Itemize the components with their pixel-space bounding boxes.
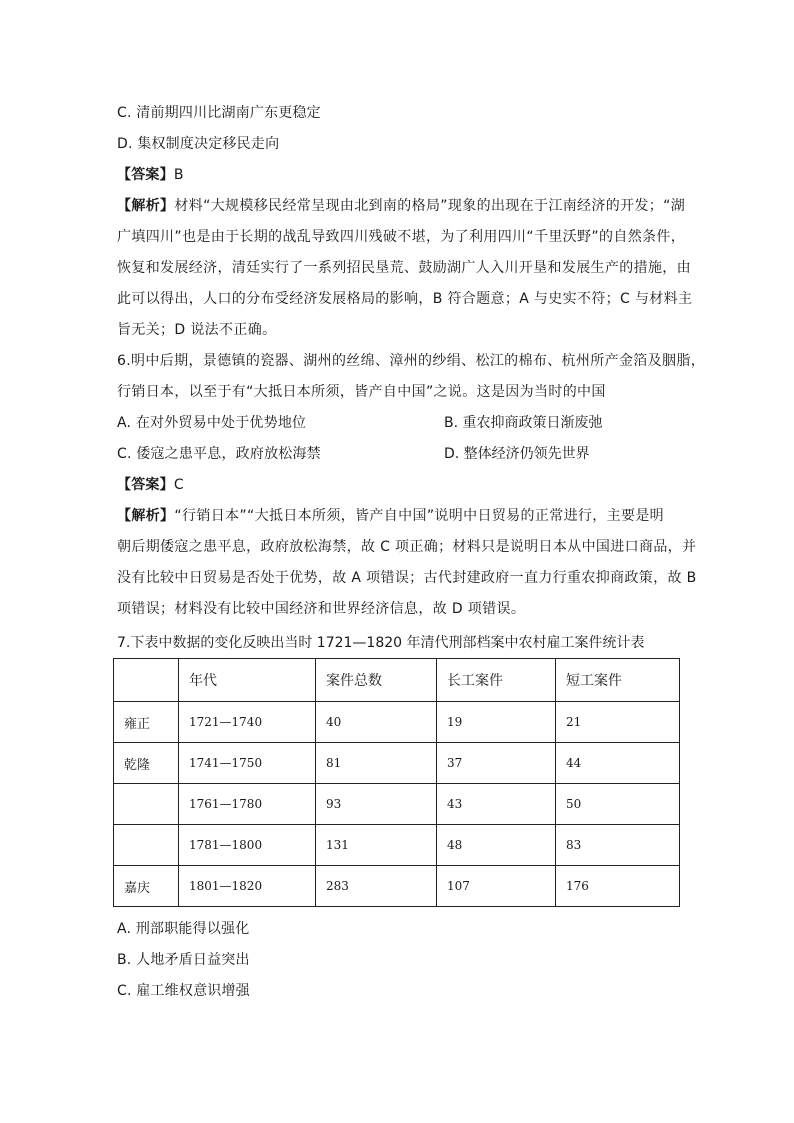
analysis-text: “行销日本”“大抵日本所须，皆产自中国”说明中日贸易的正常进行，主要是明 xyxy=(174,508,665,524)
table-cell: 雍正 xyxy=(114,702,179,743)
q6-analysis-line-3: 没有比较中日贸易是否处于优势，故 A 项错误；古代封建政府一直力行重农抑商政策，故 B xyxy=(117,570,697,586)
table-header-cell: 案件总数 xyxy=(316,659,437,702)
table-header-cell: 短工案件 xyxy=(556,659,680,702)
answer-label: 【答案】 xyxy=(117,167,174,183)
table-header-row xyxy=(114,659,680,702)
table-header-cell: 长工案件 xyxy=(437,659,556,702)
table-cell: 93 xyxy=(316,784,437,825)
table-cell: 1781—1800 xyxy=(179,825,316,866)
analysis-label: 【解析】 xyxy=(117,198,175,214)
table-row xyxy=(114,866,680,907)
table-cell: 1741—1750 xyxy=(179,743,316,784)
answer-value: C xyxy=(173,477,184,493)
q6-stem-line-1: 6.明中后期，景德镇的瓷器、湖州的丝绵、漳州的纱绢、松江的棉布、杭州所产金箔及胭脂， xyxy=(117,353,706,369)
table-cell: 131 xyxy=(316,825,437,866)
table-header-cell: 年代 xyxy=(179,659,316,702)
prev-option-c: C. 清前期四川比湖南广东更稳定 xyxy=(117,105,321,121)
table-row xyxy=(114,784,680,825)
table-cell xyxy=(114,825,179,866)
prev-analysis-line-2: 广填四川”也是由于长期的战乱导致四川残破不堪，为了利用四川“千里沃野”的自然条件， xyxy=(117,229,686,245)
table-cell: 1721—1740 xyxy=(179,702,316,743)
table-cell xyxy=(114,784,179,825)
table-cell: 83 xyxy=(556,825,680,866)
answer-value: B xyxy=(173,167,184,183)
q6-option-d: D. 整体经济仍领先世界 xyxy=(444,446,590,462)
case-statistics-table xyxy=(113,658,680,907)
table-cell: 1801—1820 xyxy=(179,866,316,907)
q7-stem: 7.下表中数据的变化反映出当时 1721—1820 年清代刑部档案中农村雇工案件统计表 xyxy=(117,635,645,651)
q6-stem-line-2: 行销日本，以至于有“大抵日本所须，皆产自中国”之说。这是因为当时的中国 xyxy=(117,384,606,400)
answer-label: 【答案】 xyxy=(117,477,174,493)
q7-option-b: B. 人地矛盾日益突出 xyxy=(117,952,250,968)
q6-option-c: C. 倭寇之患平息，政府放松海禁 xyxy=(117,446,321,462)
q6-analysis-line-2: 朝后期倭寇之患平息，政府放松海禁，故 C 项正确；材料只是说明日本从中国进口商品，并 xyxy=(117,539,697,555)
table-cell: 40 xyxy=(316,702,437,743)
table-row xyxy=(114,702,680,743)
prev-answer xyxy=(117,166,184,184)
table-cell: 19 xyxy=(437,702,556,743)
table-cell: 37 xyxy=(437,743,556,784)
prev-analysis-line-5: 旨无关；D 说法不正确。 xyxy=(117,322,277,338)
table-cell: 21 xyxy=(556,702,680,743)
table-cell: 50 xyxy=(556,784,680,825)
prev-analysis-line-1 xyxy=(117,197,686,215)
table-cell: 嘉庆 xyxy=(114,866,179,907)
table-header-cell xyxy=(114,659,179,702)
table-cell: 43 xyxy=(437,784,556,825)
table-cell: 107 xyxy=(437,866,556,907)
prev-analysis-line-4: 此可以得出，人口的分布受经济发展格局的影响，B 符合题意；A 与史实不符；C 与材料主 xyxy=(117,291,693,307)
q6-analysis-line-1 xyxy=(117,507,682,525)
q6-option-a: A. 在对外贸易中处于优势地位 xyxy=(117,415,307,431)
q6-analysis-line-4: 项错误；材料没有比较中国经济和世界经济信息，故 D 项错误。 xyxy=(117,601,526,617)
table-cell: 81 xyxy=(316,743,437,784)
table-cell: 1761—1780 xyxy=(179,784,316,825)
prev-option-d: D. 集权制度决定移民走向 xyxy=(117,136,280,152)
q7-option-c: C. 雇工维权意识增强 xyxy=(117,983,250,999)
table-cell: 44 xyxy=(556,743,680,784)
table-cell: 乾隆 xyxy=(114,743,179,784)
table-row xyxy=(114,825,680,866)
analysis-label: 【解析】 xyxy=(117,508,175,524)
table-cell: 48 xyxy=(437,825,556,866)
table-cell: 283 xyxy=(316,866,437,907)
table-cell: 176 xyxy=(556,866,680,907)
q6-answer xyxy=(117,476,184,494)
q7-option-a: A. 刑部职能得以强化 xyxy=(117,921,250,937)
table-row xyxy=(114,743,680,784)
q6-option-b: B. 重农抑商政策日渐废弛 xyxy=(444,415,603,431)
prev-analysis-line-3: 恢复和发展经济，清廷实行了一系列招民垦荒、鼓励湖广人入川开垦和发展生产的措施，由 xyxy=(117,260,691,276)
analysis-text: 材料“大规模移民经常呈现由北到南的格局”现象的出现在于江南经济的开发；“湖 xyxy=(174,198,686,214)
